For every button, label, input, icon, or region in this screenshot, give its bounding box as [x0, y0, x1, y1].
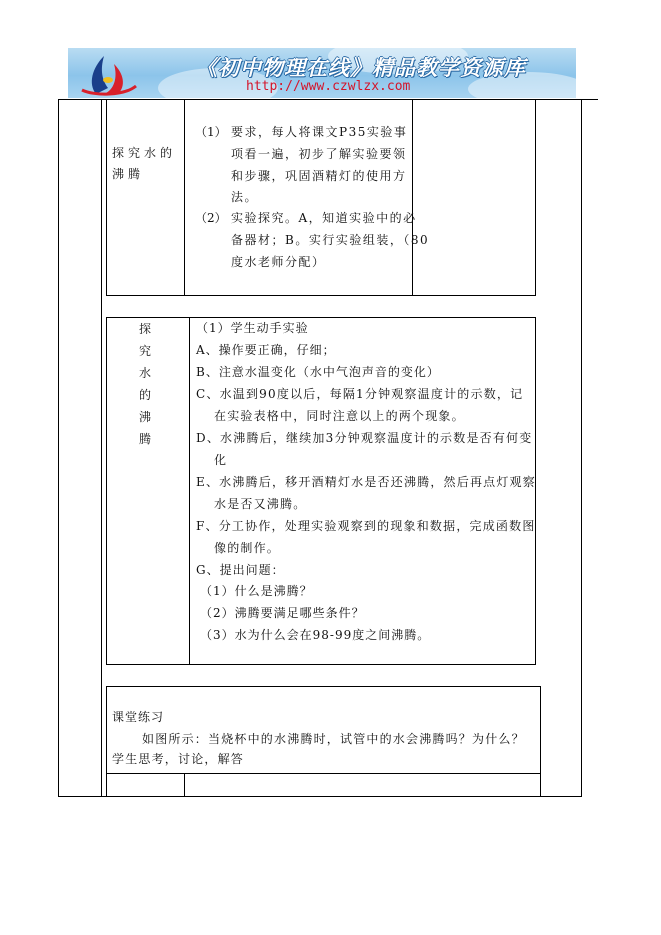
section1-item1-line4: 法。 [231, 190, 259, 204]
section2-line-2: A、操作要正确，仔细； [196, 343, 336, 357]
section1-item1-line2: 项看一遍，初步了解实验要领 [231, 147, 407, 161]
section2-line-6: D、水沸腾后，继续加3分钟观察温度计的示数是否有何变 [196, 431, 533, 445]
section1-item1-line3: 和步骤，巩固酒精灯的使用方 [231, 169, 407, 183]
section2-line-5: 在实验表格中，同时注意以上的两个现象。 [214, 409, 465, 423]
header-banner [68, 48, 576, 98]
section1-item2-line2: 备器材；B。实行实验组装，（80 [231, 233, 430, 247]
section2-heading-char-5: 沸 [139, 410, 152, 424]
section1-item2-line1: 实验探究。A，知道实验中的必 [231, 211, 417, 225]
section1-heading-line2: 沸腾 [112, 167, 145, 181]
banner-url[interactable]: http://www.czwlzx.com [246, 79, 411, 94]
outer-left-rule [58, 99, 59, 797]
outer-bottom-rule [58, 796, 582, 797]
section1-item1-num: （1） [195, 125, 227, 139]
section2-line-11: 像的制作。 [214, 541, 281, 555]
section2-line-15: （3）水为什么会在98-99度之间沸腾。 [200, 628, 431, 642]
section2-line-14: （2）沸腾要满足哪些条件？ [200, 606, 365, 620]
section1-item1-line1: 要求，每人将课文P35实验事 [231, 125, 408, 139]
outer-top-rule [58, 99, 598, 100]
banner-title: 《初中物理在线》精品教学资源库 [196, 56, 526, 80]
section2-line-10: F、分工协作，处理实验观察到的现象和数据，完成函数图 [196, 519, 536, 533]
section1-item2-num: （2） [195, 211, 227, 225]
outer-right-rule [581, 99, 582, 797]
outer-inner-rule [101, 99, 102, 797]
section2-line-9: 水是否又沸腾。 [214, 497, 307, 511]
section2-line-8: E、水沸腾后，移开酒精灯水是否还沸腾，然后再点灯观察 [196, 475, 536, 489]
section2-heading-char-2: 究 [139, 344, 152, 358]
section2-line-13: （1）什么是沸腾？ [200, 584, 313, 598]
section2-heading-char-4: 的 [139, 388, 152, 402]
section2-heading-char-3: 水 [139, 366, 152, 380]
section2-line-3: B、注意水温变化（水中气泡声音的变化） [196, 365, 440, 379]
section3-question: 如图所示：当烧杯中的水沸腾时，试管中的水会沸腾吗？为什么？ [142, 732, 525, 746]
section2-line-4: C、水温到90度以后，每隔1分钟观察温度计的示数，记 [196, 387, 524, 401]
section2-line-7: 化 [214, 453, 227, 467]
section2-heading-char-1: 探 [139, 322, 152, 336]
section2-line-1: （1）学生动手实验 [196, 321, 309, 335]
section1-heading-line1: 探究水的 [112, 146, 177, 160]
logo-icon [74, 50, 144, 96]
section3-heading: 课堂练习 [112, 710, 165, 724]
section1-item2-line3: 度水老师分配） [231, 255, 326, 269]
section3-answer: 学生思考，讨论，解答 [112, 752, 245, 766]
section2-heading-char-6: 腾 [139, 432, 152, 446]
section2-line-12: G、提出问题： [196, 563, 285, 577]
